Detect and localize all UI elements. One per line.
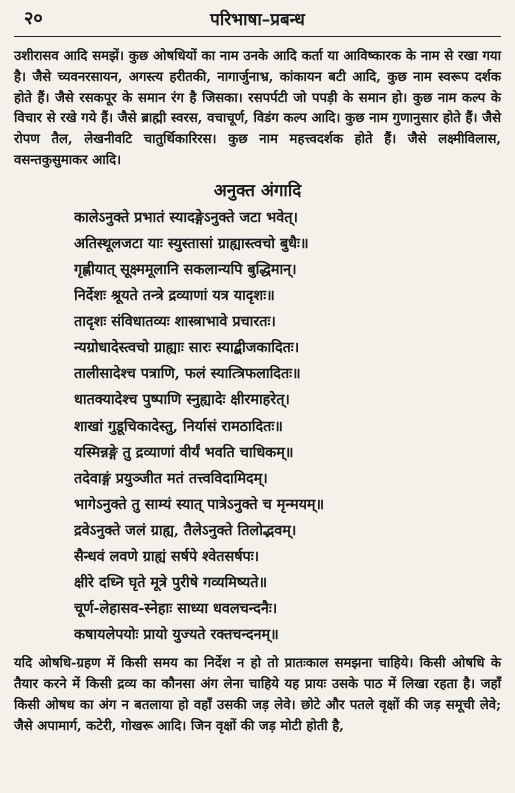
verse-line: अतिस्थूलजटा याः स्युस्तासां ग्राह्यास्त्वचो बुधैः॥: [74, 234, 309, 252]
verse-line: धातक्यादेश्च पुष्पाणि स्नुह्यादेः क्षीरमाहरेत्।: [74, 391, 290, 409]
verse-line: कालेऽनुक्ते प्रभातं स्यादङ्गेऽनुक्ते जटा भवेत्।: [74, 208, 298, 226]
page-number: २०: [24, 8, 43, 29]
verse-line: तदेवाङ्गं प्रयुञ्जीत मतं तत्त्वविदामिदम्।: [74, 469, 268, 487]
intro-paragraph: उशीरासव आदि समझें। कुछ ओषधियों का नाम उनके आदि कर्ता या आविष्कारक के नाम से रखा गया है। जैसे च्यवनरसायन, अगस्त्य हरीतकी, नागार्जुनाभ्र, कांकायन बटी आदि, कुछ नाम स्वरूप दर्शक होते हैं। जैसे रसकपूर के समान रंग है जिसका। रसपर्पटी जो पपड़ी के समान हो। कुछ नाम कल्प के विचार से रखे गये हैं। जैसे ब्राह्मी स्वरस, वचाचूर्ण, विडंग कल्प आदि। कुछ नाम गुणानुसार होते हैं। जैसे रोपण तैल, लेखनीवटि चातुर्थिकारिरस। कुछ नाम महत्त्वदर्शक होते हैं। जैसे लक्ष्मीविलास, वसन्तकुसुमाकर आदि।: [14, 49, 501, 168]
verse-line: सैन्धवं लवणे ग्राह्यं सर्षपे श्वेतसर्षपः।: [74, 548, 260, 565]
verse-line: यस्मिन्नङ्गे तु द्रव्याणां वीर्यं भवति चाधिकम्॥: [74, 443, 294, 461]
section-heading: अनुक्त अंगादि: [213, 180, 302, 201]
verse-line: द्रवेऽनुक्ते जलं ग्राह्य, तैलेऽनुक्ते तिलोद्भवम्।: [74, 521, 297, 539]
verse-line: तालीसादेश्च पत्राणि, फलं स्यात्त्रिफलादितः॥: [74, 365, 301, 383]
verse-line: निर्देशः श्रूयते तन्त्रे द्रव्याणां यत्र यादृशः॥: [74, 287, 275, 305]
verse-line: गृह्णीयात् सूक्ष्ममूलानि सकलान्यपि बुद्धिमान्।: [74, 260, 297, 278]
verse-block: [74, 205, 439, 649]
closing-paragraph: यदि ओषधि-ग्रहण में किसी समय का निर्देश न हो तो प्रातःकाल समझना चाहिये। किसी ओषधि के तैयार करने में किसी द्रव्य का कौनसा अंग लेना चाहिये यह प्रायः उसके पाठ में लिखा रहता है। जहाँ किसी ओषध का अंग न बतलाया हो वहाँ उसकी जड़ लेवे। छोटे और पतले वृक्षों की जड़ समूची लेवे; जैसे अपामार्ग, कटेरी, गोखरू आदि। जिन वृक्षों की जड़ मोटी होती है,: [14, 656, 501, 734]
verse-line: तादृशः संविधातव्यः शास्त्राभावे प्रचारतः।: [74, 313, 276, 331]
verse-line: कषायलेपयोः प्रायो युज्यते रक्तचन्दनम्॥: [74, 626, 279, 644]
verse-line: शाखां गुडूचिकादेस्तु, निर्यासं रामठादितः॥: [74, 417, 283, 435]
page-header: [14, 6, 501, 37]
verse-line: क्षीरे दध्नि घृते मूत्रे पुरीषे गव्यमिष्यते॥: [74, 574, 268, 592]
verse-line: न्यग्रोधादेस्त्वचो ग्राह्याः सारः स्याद्बीजकादितः।: [74, 339, 300, 357]
running-head-title: परिभाषा–प्रबन्ध: [210, 10, 305, 30]
verse-line: चूर्ण-लेहासव-स्नेहाः साध्या धवलचन्दनैः।: [74, 600, 278, 618]
verse-line: भागेऽनुक्ते तु साम्यं स्यात् पात्रेऽनुक्ते च मृन्मयम्॥: [74, 495, 325, 513]
